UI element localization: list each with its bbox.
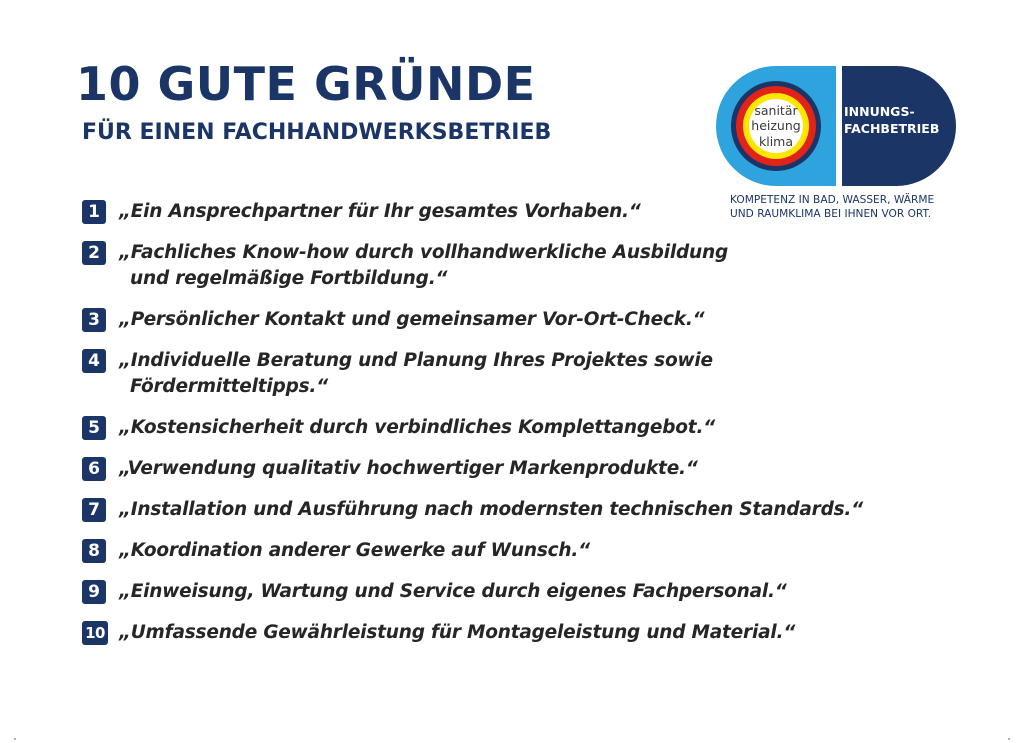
crop-mark xyxy=(14,738,16,740)
logo-badge-line: FACHBETRIEB xyxy=(844,120,940,136)
reason-number-badge: 9 xyxy=(82,580,106,604)
reason-number-badge: 5 xyxy=(82,416,106,440)
reason-line: „Persönlicher Kontakt und gemeinsamer Vor-Ort-Check.“ xyxy=(119,309,705,330)
reason-item xyxy=(82,620,863,646)
logo-circle-line: sanitär xyxy=(754,102,798,118)
page-subtitle: FÜR EINEN FACHHANDWERKSBETRIEB xyxy=(82,120,552,145)
reason-number-badge: 6 xyxy=(82,457,106,481)
reason-number-badge: 10 xyxy=(82,621,108,645)
reason-number-badge: 8 xyxy=(82,539,106,563)
reason-text xyxy=(119,348,713,400)
reason-item xyxy=(82,456,863,482)
logo-badge-line: INNUNGS- xyxy=(844,104,915,119)
reason-item xyxy=(82,415,863,441)
reason-text xyxy=(119,199,641,225)
reason-text xyxy=(119,620,795,646)
crop-mark xyxy=(1008,738,1010,740)
reason-number-badge: 7 xyxy=(82,498,106,522)
reason-line: „Einweisung, Wartung und Service durch eigenes Fachpersonal.“ xyxy=(119,581,787,602)
reason-text xyxy=(119,456,698,482)
reason-item xyxy=(82,497,863,523)
reason-item xyxy=(82,240,863,292)
reason-line: „Koordination anderer Gewerke auf Wunsch.“ xyxy=(119,540,590,561)
innungsfachbetrieb-logo xyxy=(716,66,956,221)
reason-item xyxy=(82,307,863,333)
reason-line: „Verwendung qualitativ hochwertiger Markenprodukte.“ xyxy=(119,458,698,479)
reasons-list xyxy=(82,199,863,646)
reason-text xyxy=(119,307,704,333)
reason-line: „Kostensicherheit durch verbindliches Komplettangebot.“ xyxy=(119,417,715,438)
logo-circle-line: klima xyxy=(758,133,794,149)
reason-line: „Individuelle Beratung und Planung Ihres Projektes sowie xyxy=(119,350,713,371)
reason-line-continued: und regelmäßige Fortbildung.“ xyxy=(130,268,448,289)
reason-text xyxy=(119,579,787,605)
logo-tagline-line: UND RAUMKLIMA BEI IHNEN VOR ORT. xyxy=(730,207,932,220)
reason-number-badge: 4 xyxy=(82,349,106,373)
reason-line: „Installation und Ausführung nach modernsten technischen Standards.“ xyxy=(119,499,863,520)
logo-circle-line: heizung xyxy=(751,118,801,134)
reason-line-continued: Fördermitteltipps.“ xyxy=(130,376,328,397)
logo-badge-text xyxy=(844,104,956,138)
reason-line: „Umfassende Gewährleistung für Montageleistung und Material.“ xyxy=(119,622,796,643)
reason-text xyxy=(119,240,728,292)
page-title: 10 GUTE GRÜNDE xyxy=(76,57,536,111)
reason-number-badge: 2 xyxy=(82,241,106,265)
reason-item xyxy=(82,348,863,400)
reason-line: „Fachliches Know-how durch vollhandwerkliche Ausbildung xyxy=(119,242,729,263)
reason-item xyxy=(82,538,863,564)
logo-tagline-line: KOMPETENZ IN BAD, WASSER, WÄRME xyxy=(730,194,935,206)
reason-line: „Ein Ansprechpartner für Ihr gesamtes Vorhaben.“ xyxy=(119,201,641,222)
reason-number-badge: 3 xyxy=(82,308,106,332)
reason-text xyxy=(119,415,715,441)
logo-circle-text xyxy=(716,66,836,186)
reason-number-badge: 1 xyxy=(82,200,106,224)
reason-text xyxy=(119,497,863,523)
reason-item xyxy=(82,199,863,225)
reason-item xyxy=(82,579,863,605)
reason-text xyxy=(119,538,590,564)
